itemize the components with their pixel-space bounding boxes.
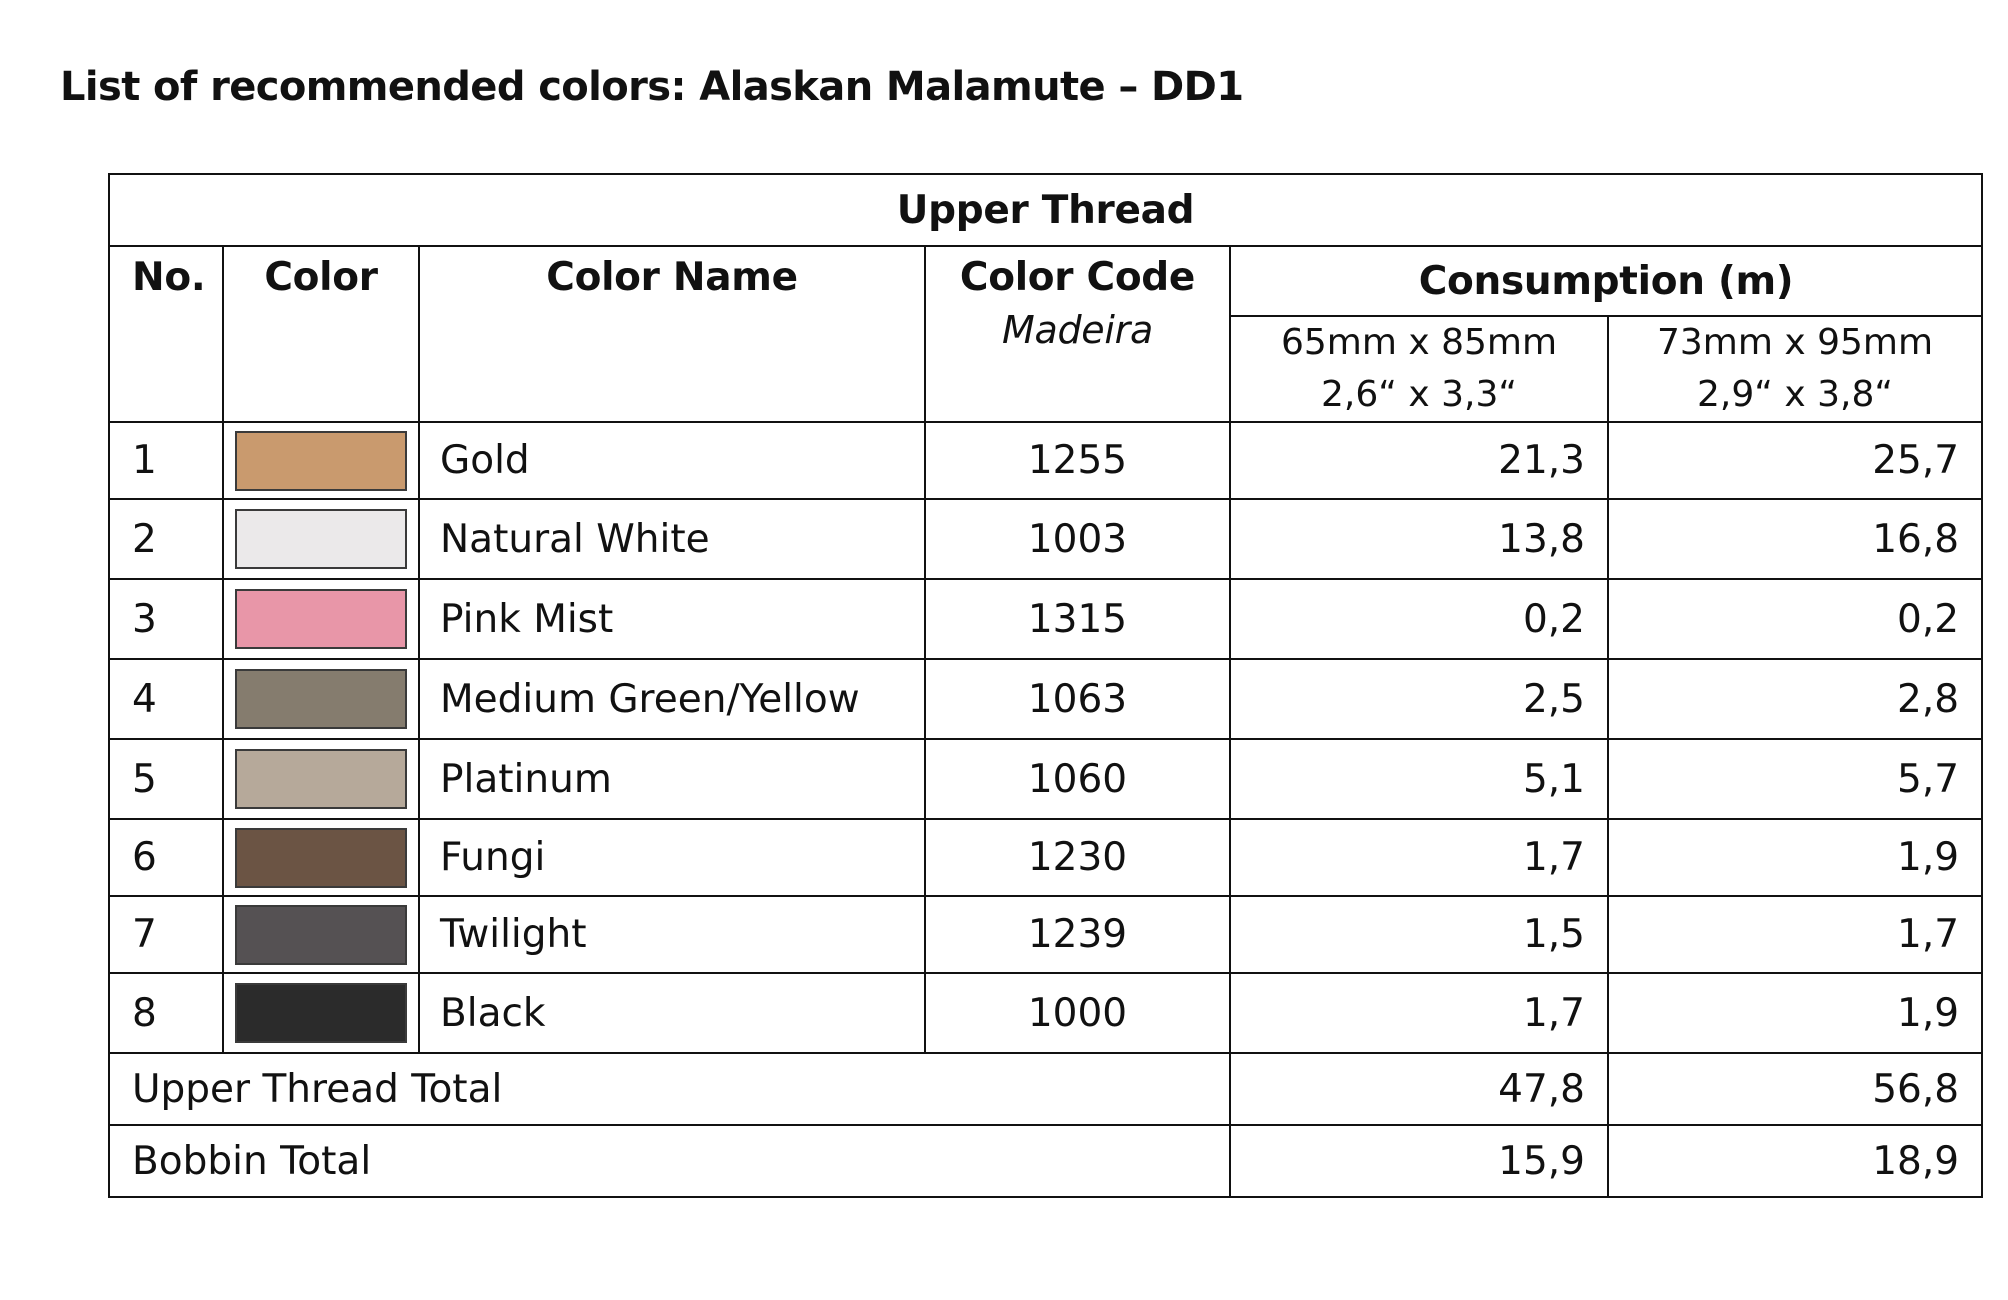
color-swatch-cell — [223, 422, 419, 499]
table-row — [109, 896, 1982, 973]
header-color-code-brand: Madeira — [1002, 308, 1153, 352]
total-label: Bobbin Total — [109, 1125, 1230, 1197]
consumption-large: 1,7 — [1608, 896, 1982, 973]
color-swatch — [235, 509, 407, 569]
consumption-large: 2,8 — [1608, 659, 1982, 739]
color-code: 1000 — [925, 973, 1230, 1053]
color-name: Fungi — [419, 819, 925, 896]
header-consumption: Consumption (m) — [1230, 246, 1982, 316]
color-name: Gold — [419, 422, 925, 499]
row-number: 7 — [109, 896, 223, 973]
color-name: Twilight — [419, 896, 925, 973]
header-size-large-metric: 73mm x 95mm — [1656, 322, 1934, 363]
header-size-large — [1608, 316, 1982, 422]
header-color: Color — [223, 246, 419, 422]
consumption-small: 21,3 — [1230, 422, 1608, 499]
consumption-small: 1,7 — [1230, 819, 1608, 896]
color-swatch-cell — [223, 659, 419, 739]
consumption-large: 25,7 — [1608, 422, 1982, 499]
color-swatch-cell — [223, 499, 419, 579]
color-swatch — [235, 589, 407, 649]
group-header-row — [109, 174, 1982, 246]
row-number: 1 — [109, 422, 223, 499]
color-swatch-cell — [223, 819, 419, 896]
consumption-large: 0,2 — [1608, 579, 1982, 659]
consumption-small: 5,1 — [1230, 739, 1608, 819]
row-number: 2 — [109, 499, 223, 579]
color-swatch — [235, 828, 407, 888]
row-number: 3 — [109, 579, 223, 659]
color-swatch-cell — [223, 973, 419, 1053]
header-color-code — [925, 246, 1230, 422]
color-code: 1315 — [925, 579, 1230, 659]
row-number: 4 — [109, 659, 223, 739]
color-swatch-cell — [223, 739, 419, 819]
row-number: 8 — [109, 973, 223, 1053]
consumption-small: 0,2 — [1230, 579, 1608, 659]
color-swatch — [235, 983, 407, 1043]
total-row — [109, 1053, 1982, 1125]
header-size-large-imperial: 2,9“ x 3,8“ — [1697, 374, 1894, 415]
color-swatch-cell — [223, 896, 419, 973]
color-swatch-cell — [223, 579, 419, 659]
color-swatch — [235, 669, 407, 729]
total-label: Upper Thread Total — [109, 1053, 1230, 1125]
consumption-small: 2,5 — [1230, 659, 1608, 739]
table-row — [109, 659, 1982, 739]
table-row — [109, 579, 1982, 659]
consumption-small: 1,7 — [1230, 973, 1608, 1053]
consumption-large: 16,8 — [1608, 499, 1982, 579]
color-swatch — [235, 431, 407, 491]
color-code: 1060 — [925, 739, 1230, 819]
color-name: Platinum — [419, 739, 925, 819]
table-row — [109, 819, 1982, 896]
table-row — [109, 739, 1982, 819]
color-code: 1003 — [925, 499, 1230, 579]
consumption-small: 13,8 — [1230, 499, 1608, 579]
consumption-large: 1,9 — [1608, 819, 1982, 896]
total-row — [109, 1125, 1982, 1197]
color-code: 1255 — [925, 422, 1230, 499]
consumption-small: 1,5 — [1230, 896, 1608, 973]
row-number: 5 — [109, 739, 223, 819]
column-header-row — [109, 246, 1982, 316]
total-consumption-small: 47,8 — [1230, 1053, 1608, 1125]
color-name: Natural White — [419, 499, 925, 579]
header-no: No. — [109, 246, 223, 422]
header-color-code-label: Color Code — [959, 255, 1196, 300]
color-code: 1239 — [925, 896, 1230, 973]
table-row — [109, 499, 1982, 579]
header-size-small — [1230, 316, 1608, 422]
consumption-large: 1,9 — [1608, 973, 1982, 1053]
color-code: 1230 — [925, 819, 1230, 896]
table-row — [109, 973, 1982, 1053]
header-color-name: Color Name — [419, 246, 925, 422]
total-consumption-small: 15,9 — [1230, 1125, 1608, 1197]
header-size-small-metric: 65mm x 85mm — [1280, 322, 1558, 363]
total-consumption-large: 18,9 — [1608, 1125, 1982, 1197]
thread-color-table — [108, 173, 1983, 1198]
color-name: Medium Green/Yellow — [419, 659, 925, 739]
table-row — [109, 422, 1982, 499]
color-swatch — [235, 749, 407, 809]
total-consumption-large: 56,8 — [1608, 1053, 1982, 1125]
color-name: Pink Mist — [419, 579, 925, 659]
color-swatch — [235, 905, 407, 965]
color-code: 1063 — [925, 659, 1230, 739]
color-name: Black — [419, 973, 925, 1053]
header-size-small-imperial: 2,6“ x 3,3“ — [1321, 374, 1517, 415]
row-number: 6 — [109, 819, 223, 896]
page-title: List of recommended colors: Alaskan Malamute – DD1 — [60, 64, 1244, 110]
group-header: Upper Thread — [109, 174, 1982, 246]
consumption-large: 5,7 — [1608, 739, 1982, 819]
